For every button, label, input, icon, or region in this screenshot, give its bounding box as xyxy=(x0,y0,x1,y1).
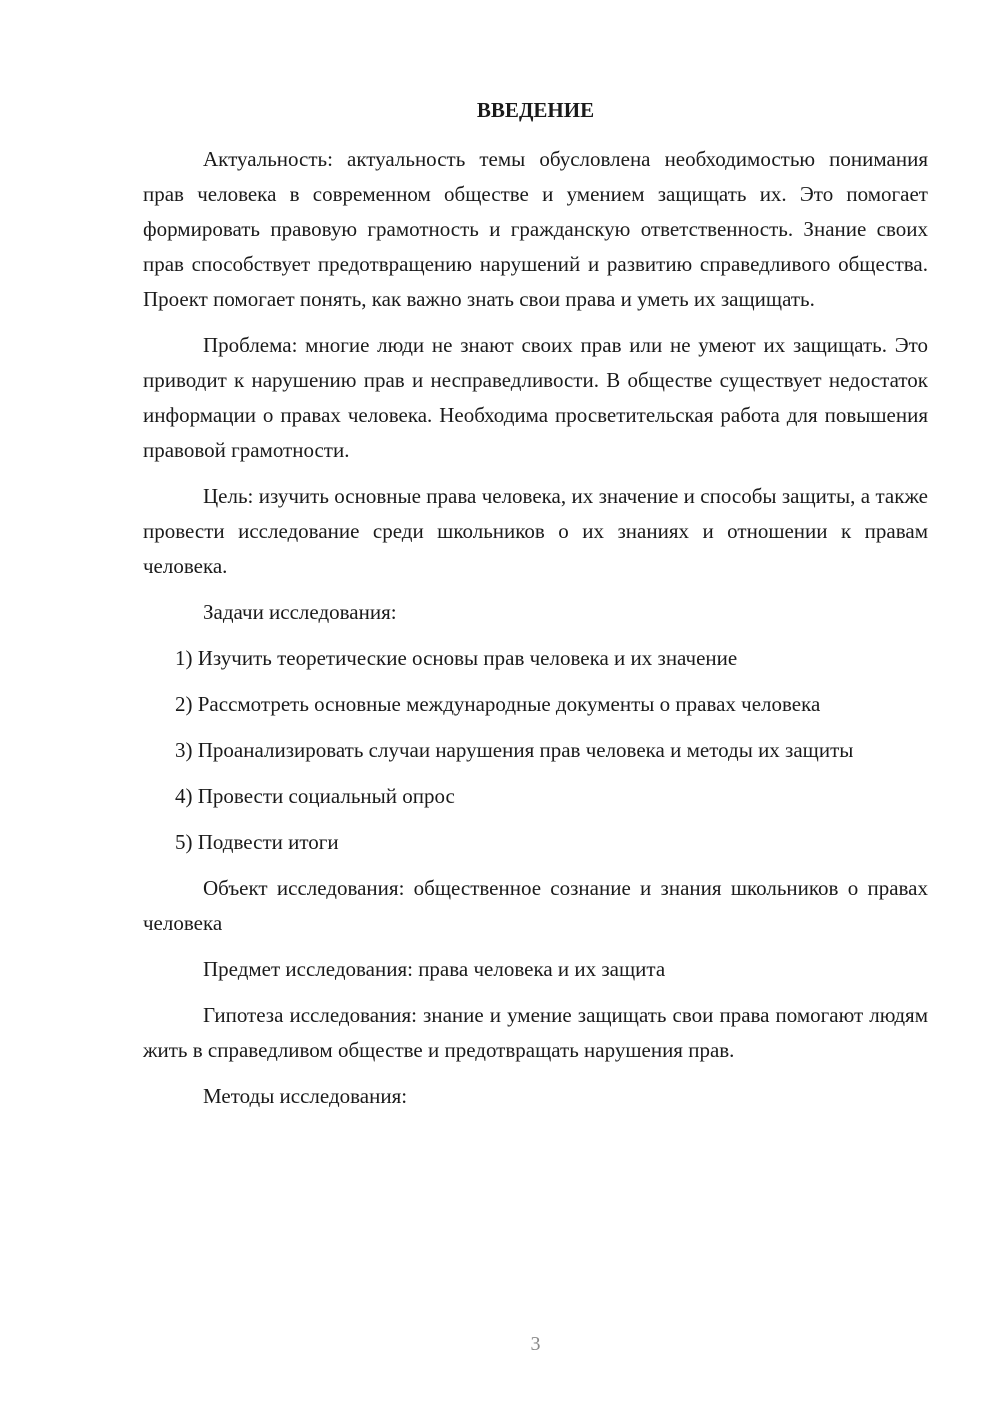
task-item: 1) Изучить теоретические основы прав человека и их значение xyxy=(175,646,738,670)
document-page xyxy=(143,93,928,1114)
paragraph-subject: Предмет исследования: права человека и их защита xyxy=(203,957,666,981)
paragraph-problem: Проблема: многие люди не знают своих прав или не умеют их защищать. Это приводит к нарушению прав и несправедливости. В обществе существует недостаток информации о правах человека. Необходима просветительская работа для повышения правовой грамотности. xyxy=(143,333,928,462)
paragraph-object: Объект исследования: общественное сознание и знания школьников о правах человека xyxy=(143,876,928,935)
paragraph-hypothesis: Гипотеза исследования: знание и умение защищать свои права помогают людям жить в справедливом обществе и предотвращать нарушения прав. xyxy=(143,1003,928,1062)
section-title: ВВЕДЕНИЕ xyxy=(476,98,595,122)
task-item: 3) Проанализировать случаи нарушения прав человека и методы их защиты xyxy=(175,738,854,762)
task-item: 5) Подвести итоги xyxy=(175,830,339,854)
task-item: 4) Провести социальный опрос xyxy=(175,784,455,808)
paragraph-relevance: Актуальность: актуальность темы обусловлена необходимостью понимания прав человека в современном обществе и умением защищать их. Это помогает формировать правовую грамотность и гражданскую ответственность. Знание своих прав способствует предотвращению нарушений и развитию справедливого общества. Проект помогает понять, как важно знать свои права и уметь их защищать. xyxy=(143,147,928,311)
tasks-heading: Задачи исследования: xyxy=(203,600,397,624)
methods-heading: Методы исследования: xyxy=(203,1084,408,1108)
paragraph-goal: Цель: изучить основные права человека, их значение и способы защиты, а также провести исследование среди школьников о их знаниях и отношении к правам человека. xyxy=(143,484,928,578)
page-number: 3 xyxy=(530,1333,541,1355)
task-item: 2) Рассмотреть основные международные документы о правах человека xyxy=(175,692,821,716)
